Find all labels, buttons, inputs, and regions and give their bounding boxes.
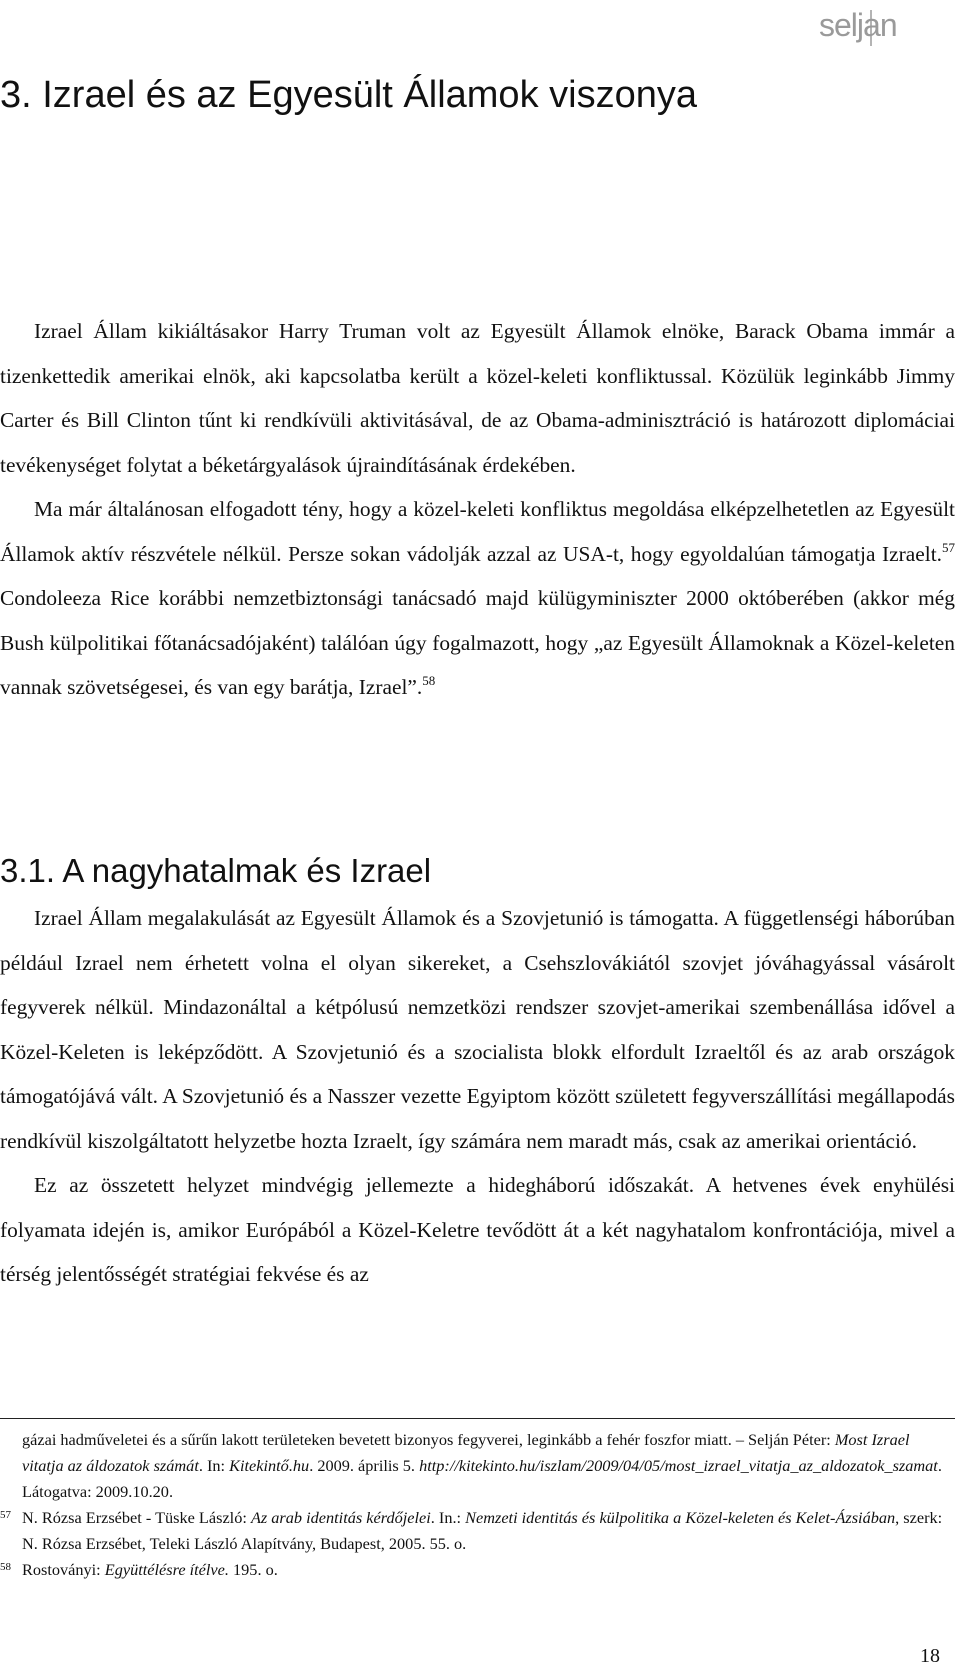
fn-text: . In.: [430, 1508, 466, 1527]
fn-italic-title: Együttélésre ítélve. [104, 1560, 229, 1579]
seljan-logo-mark [819, 6, 911, 48]
paragraph-4: Ez az összetett helyzet mindvégig jellemezte a hidegháború időszakát. A hetvenes évek enyhülési folyamata idején is, amikor Európából a Közel-Keletre tevődött át a két nagyhatalom konfrontációja, mivel a térség jelentősségét stratégiai fekvése és az [0, 1173, 955, 1286]
footnote-ref-58[interactable]: 58 [422, 673, 436, 688]
fn-text: Rostoványi: [22, 1560, 105, 1579]
fn-italic-source: Kitekintő.hu [229, 1456, 310, 1475]
fn-text: 195. o. [228, 1560, 278, 1579]
fn-text: . In: [198, 1456, 230, 1475]
section-title: 3. Izrael és az Egyesült Államok viszonya [0, 74, 697, 116]
fn-text: . 2009. április 5. [309, 1456, 420, 1475]
footnote-separator [0, 1418, 955, 1419]
fn-text: gázai hadműveletei és a sűrűn lakott területeken bevetett bizonyos fegyverei, leginkább a fehér foszfor miatt. – Selján Péter: [22, 1430, 835, 1449]
fn-text: , szerk: N. Rózsa Erzsébet, Teleki László Alapítvány, Budapest, 2005. 55. o. [22, 1508, 943, 1553]
paragraph-3: Izrael Állam megalakulását az Egyesült Államok és a Szovjetunió is támogatta. A függetlenségi háborúban például Izrael nem érhetett volna el olyan sikereket, a Csehszlovákiától szovjet jóváhagyással vásárolt fegyverek nélkül. Mindazonáltal a kétpólusú nemzetközi rendszer szovjet-amerikai szembenállása idővel a Közel-Keleten is leképződött. A Szovjetunió és a szocialista blokk elfordult Izraeltől és az arab országok támogatójává vált. A Szovjetunió és a Nasszer vezette Egyiptom között született fegyverszállítási megállapodás rendkívül kiszolgáltatott helyzetbe hozta Izraelt, így számára nem maradt más, csak az amerikai orientáció. [0, 906, 955, 1153]
footnote-57: 57 N. Rózsa Erzsébet - Tüske László: Az arab identitás kérdőjelei. In.: Nemzeti identitás és külpolitika a Közel-keleten és Kelet-Ázsiában, szerk: N. Rózsa Erzsébet, Teleki László Alapítvány, Budapest, 2005. 55. o. [0, 1508, 943, 1553]
subsection-body [0, 896, 955, 1297]
footnotes [0, 1427, 955, 1583]
svg-text:seljan: seljan [819, 7, 897, 43]
fn-text: . Látogatva: 2009.10.20. [22, 1456, 942, 1501]
subsection-title: 3.1. A nagyhatalmak és Izrael [0, 852, 432, 889]
footnote-ref-57[interactable]: 57 [942, 539, 955, 555]
fn-italic-title: Most Izrael vitatja az áldozatok számát [22, 1430, 910, 1475]
footnote-58: 58 Rostoványi: Együttélésre ítélve. 195. o. [0, 1560, 278, 1579]
fn-italic-title: Nemzeti identitás és külpolitika a Közel-keleten és Kelet-Ázsiában [465, 1508, 896, 1527]
seljan-logo [819, 6, 911, 48]
footnote-continuation [22, 1427, 955, 1505]
paragraph-1: Izrael Állam kikiáltásakor Harry Truman volt az Egyesült Államok elnöke, Barack Obama immár a tizenkettedik amerikai elnök, aki kapcsolatba került a közel-keleti konfliktussal. Közülük leginkább Jimmy Carter és Bill Clinton tűnt ki rendkívüli aktivitásával, de az Obama-adminisztráció is határozott diplomáciai tevékenységet folytat a béketárgyalások újraindításának érdekében. [0, 319, 955, 477]
paragraph-2-text-b: Condoleeza Rice korábbi nemzetbiztonsági tanácsadó majd külügyminiszter 2000 októberében (akkor még Bush külpolitikai főtanácsadójaként) találóan úgy fogalmazott, hogy „az Egyesült Államoknak a Közel-keleten vannak szövetségesei, és van egy barátja, Izrael”. [0, 586, 955, 699]
paragraph-2-text-a: Ma már általánosan elfogadott tény, hogy a közel-keleti konfliktus megoldása elképzelhetetlen az Egyesült Államok aktív részvétele nélkül. Persze sokan vádolják azzal az USA-t, hogy egyoldalúan támogatja Izraelt. [0, 497, 955, 566]
page-number: 18 [920, 1645, 940, 1667]
fn-url-link[interactable]: http://kitekinto.hu/iszlam/2009/04/05/most_izrael_vitatja_az_aldozatok_szamat [419, 1456, 938, 1475]
paragraph-2 [0, 487, 955, 710]
fn-italic-title: Az arab identitás kérdőjelei [250, 1508, 431, 1527]
fn-text: N. Rózsa Erzsébet - Tüske László: [22, 1508, 251, 1527]
section-body [0, 309, 955, 710]
